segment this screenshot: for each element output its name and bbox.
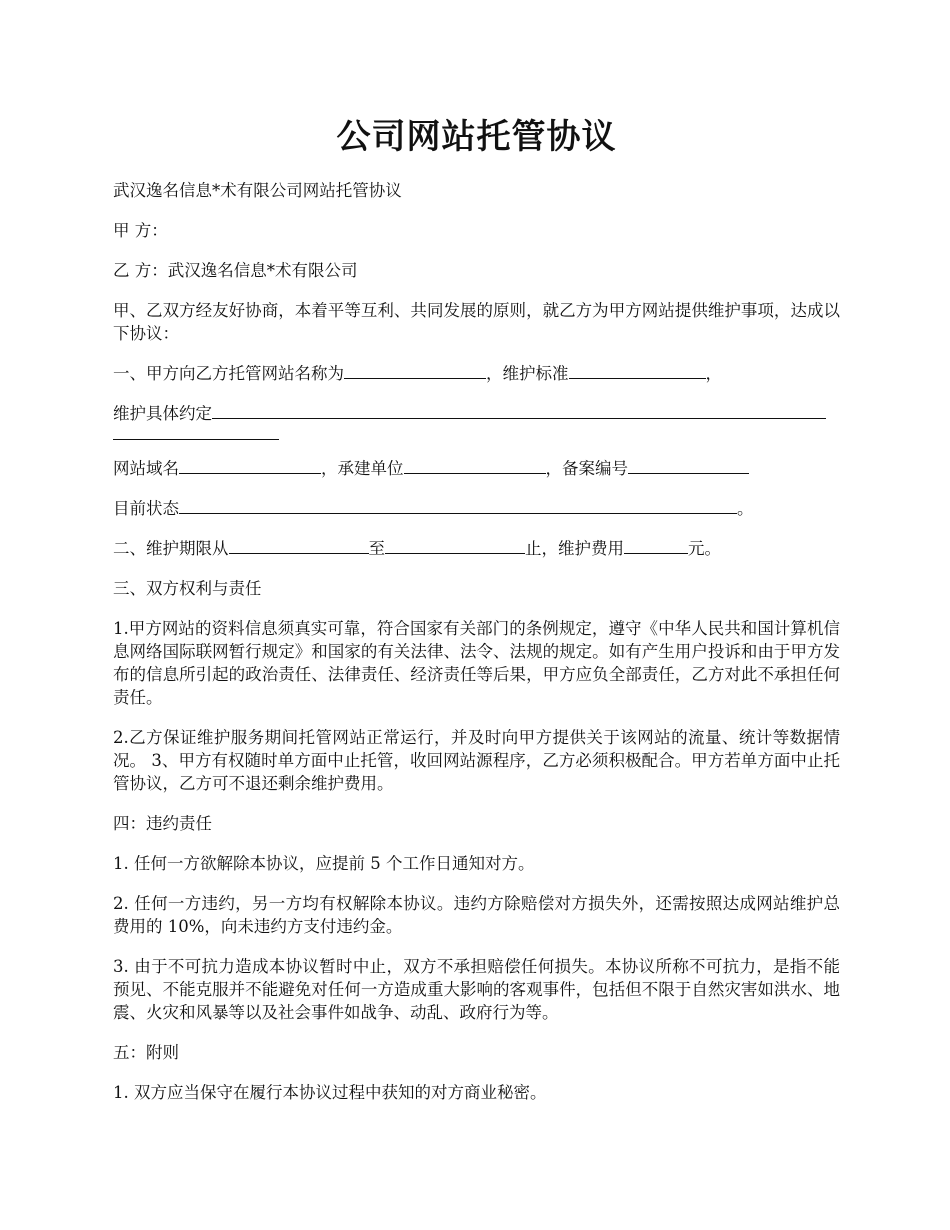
domain-line [113, 457, 840, 480]
builder-label: ，承建单位 [321, 459, 404, 478]
clause4-item3: 3. 由于不可抗力造成本协议暂时中止，双方不承担赔偿任何损失。本协议所称不可抗力，是指不能预见、不能克服并不能避免对任何一方造成重大影响的客观事件，包括但不限于自然灾害如洪水、地震、火灾和风暴等以及社会事件如战争、动乱、政府行为等。 [113, 957, 840, 1022]
status-line [113, 497, 840, 520]
site-name-blank[interactable] [344, 362, 486, 379]
clause1-standard-label: ，维护标准 [486, 364, 569, 383]
clause1-site-name-label: 一、甲方向乙方托管网站名称为 [113, 364, 344, 383]
party-a: 甲 方： [113, 221, 168, 240]
clause1-end: ， [705, 364, 722, 383]
status-end: 。 [737, 499, 754, 518]
period-start-blank[interactable] [229, 537, 369, 554]
status-blank[interactable] [179, 497, 737, 514]
intro-paragraph: 甲、乙双方经友好协商，本着平等互利、共同发展的原则，就乙方为甲方网站提供维护事项，达成以下协议： [113, 301, 840, 343]
clause3-heading: 三、双方权利与责任 [113, 579, 262, 598]
document-subtitle: 武汉逸名信息*术有限公司网站托管协议 [113, 181, 402, 200]
clause4-item2: 2. 任何一方违约，另一方均有权解除本协议。违约方除赔偿对方损失外，还需按照达成网站维护总费用的 10%，向未违约方支付违约金。 [113, 894, 840, 936]
record-number-blank[interactable] [628, 457, 749, 474]
domain-blank[interactable] [179, 457, 321, 474]
domain-label: 网站域名 [113, 459, 179, 478]
clause4-heading: 四：违约责任 [113, 814, 212, 833]
clause2-currency: 元。 [688, 539, 721, 558]
record-number-label: ，备案编号 [545, 459, 628, 478]
clause1-detail-label: 维护具体约定 [113, 404, 212, 423]
clause2-to-label: 至 [368, 539, 385, 558]
period-end-blank[interactable] [385, 537, 525, 554]
standard-blank[interactable] [569, 362, 706, 379]
party-b: 乙 方：武汉逸名信息*术有限公司 [113, 261, 358, 280]
builder-blank[interactable] [404, 457, 546, 474]
clause1-detail-line [113, 402, 840, 440]
document-page [113, 0, 840, 1104]
clause3-item1: 1.甲方网站的资料信息须真实可靠，符合国家有关部门的条例规定，遵守《中华人民共和国计算机信息网络国际联网暂行规定》和国家的有关法律、法令、法规的规定。如有产生用户投诉和由于甲方发布的信息所引起的政治责任、法律责任、经济责任等后果，甲方应负全部责任，乙方对此不承担任何责任。 [113, 619, 840, 707]
clause2-line [113, 537, 840, 560]
clause3-item2: 2.乙方保证维护服务期间托管网站正常运行，并及时向甲方提供关于该网站的流量、统计等数据情况。 3、甲方有权随时单方面中止托管，收回网站源程序，乙方必须积极配合。甲方若单方面中止托管协议，乙方可不退还剩余维护费用。 [113, 728, 840, 793]
clause5-item1: 1. 双方应当保守在履行本协议过程中获知的对方商业秘密。 [113, 1083, 547, 1102]
clause2-start-label: 二、维护期限从 [113, 539, 229, 558]
clause4-item1: 1. 任何一方欲解除本协议，应提前 5 个工作日通知对方。 [113, 854, 535, 873]
document-title: 公司网站托管协议 [336, 117, 617, 157]
clause1-line [113, 362, 840, 385]
fee-blank[interactable] [624, 537, 688, 554]
clause5-heading: 五：附则 [113, 1043, 179, 1062]
detail-blank-continued[interactable] [113, 423, 279, 440]
status-label: 目前状态 [113, 499, 179, 518]
clause2-fee-label: 止，维护费用 [525, 539, 624, 558]
detail-blank[interactable] [212, 402, 826, 419]
